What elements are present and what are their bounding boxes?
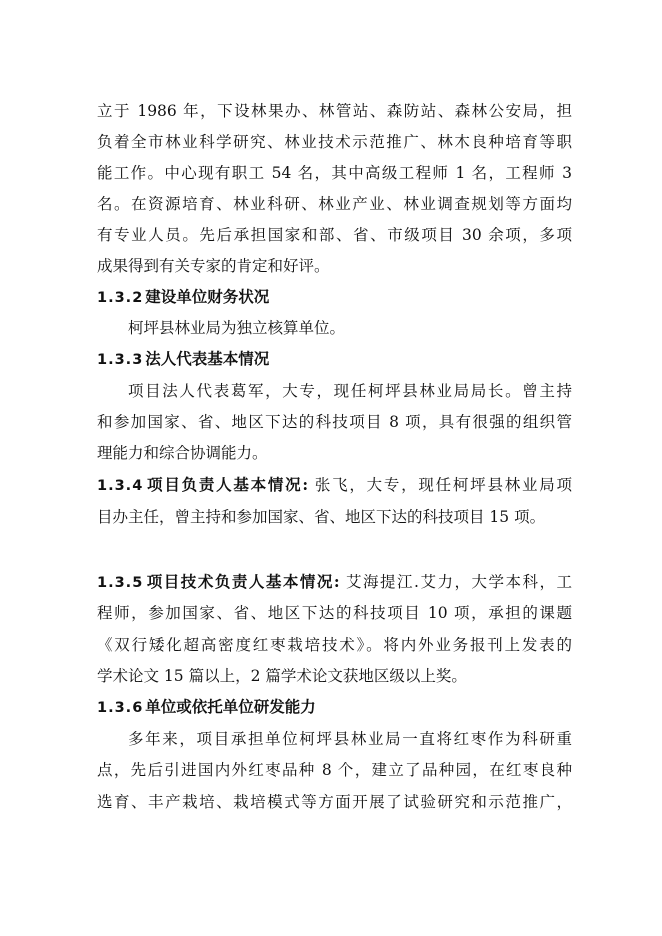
- intro-line-4: 名。在资源培育、林业科研、林业产业、林业调查规划等方面均: [97, 195, 572, 213]
- section-inline-text: 艾海提江.艾力，大学本科，工: [339, 573, 572, 591]
- section-heading-1-3-6: [97, 692, 572, 722]
- section-title: 建设单位财务状况: [145, 287, 270, 306]
- section-heading-1-3-4: [97, 470, 572, 500]
- s134-body-line-2: 目办主任，曾主持和参加国家、省、地区下达的科技项目 15 项。: [97, 508, 546, 526]
- intro-line-2: 负着全市林业科学研究、林业技术示范推广、林木良种培育等职: [97, 133, 572, 151]
- section-title: 单位或依托单位研发能力: [145, 697, 316, 716]
- s135-body-line-3: 《双行矮化超高密度红枣栽培技术》。将内外业务报刊上发表的: [97, 636, 572, 654]
- section-title: 项目负责人基本情况:: [145, 475, 309, 494]
- s133-body-line-2: 和参加国家、省、地区下达的科技项目 8 项，具有很强的组织管: [97, 413, 572, 431]
- intro-line-3: 能工作。中心现有职工 54 名，其中高级工程师 1 名，工程师 3: [97, 164, 572, 182]
- s135-body-line-4: 学术论文 15 篇以上，2 篇学术论文获地区级以上奖。: [97, 667, 467, 685]
- section-number: 1.3.6: [97, 700, 144, 716]
- s133-body-line-3: 理能力和综合协调能力。: [97, 444, 268, 462]
- intro-line-1: 立于 1986 年，下设林果办、林管站、森防站、森林公安局，担: [97, 102, 572, 120]
- section-title: 法人代表基本情况: [145, 349, 270, 368]
- s136-body-line-1: 多年来，项目承担单位柯坪县林业局一直将红枣作为科研重: [128, 730, 572, 748]
- section-heading-1-3-5: [97, 567, 572, 597]
- section-inline-text: 张飞，大专，现任柯坪县林业局项: [308, 476, 572, 494]
- section-heading-1-3-2: [97, 282, 572, 312]
- s136-body-line-3: 选育、丰产栽培、栽培模式等方面开展了试验研究和示范推广，: [97, 793, 572, 811]
- s135-body-line-2: 程师，参加国家、省、地区下达的科技项目 10 项，承担的课题: [97, 604, 572, 622]
- s136-body-line-2: 点，先后引进国内外红枣品种 8 个，建立了品种园，在红枣良种: [97, 761, 572, 779]
- section-number: 1.3.3: [97, 352, 144, 368]
- intro-line-6: 成果得到有关专家的肯定和好评。: [97, 257, 330, 275]
- intro-line-5: 有专业人员。先后承担国家和部、省、市级项目 30 余项，多项: [97, 226, 572, 244]
- section-number: 1.3.2: [97, 290, 144, 306]
- section-title: 项目技术负责人基本情况:: [145, 572, 340, 591]
- section-heading-1-3-3: [97, 344, 572, 374]
- s132-body-line-1: 柯坪县林业局为独立核算单位。: [128, 319, 346, 337]
- s133-body-line-1: 项目法人代表葛军，大专，现任柯坪县林业局局长。曾主持: [128, 382, 572, 400]
- section-number: 1.3.4: [97, 478, 144, 494]
- section-number: 1.3.5: [97, 575, 144, 591]
